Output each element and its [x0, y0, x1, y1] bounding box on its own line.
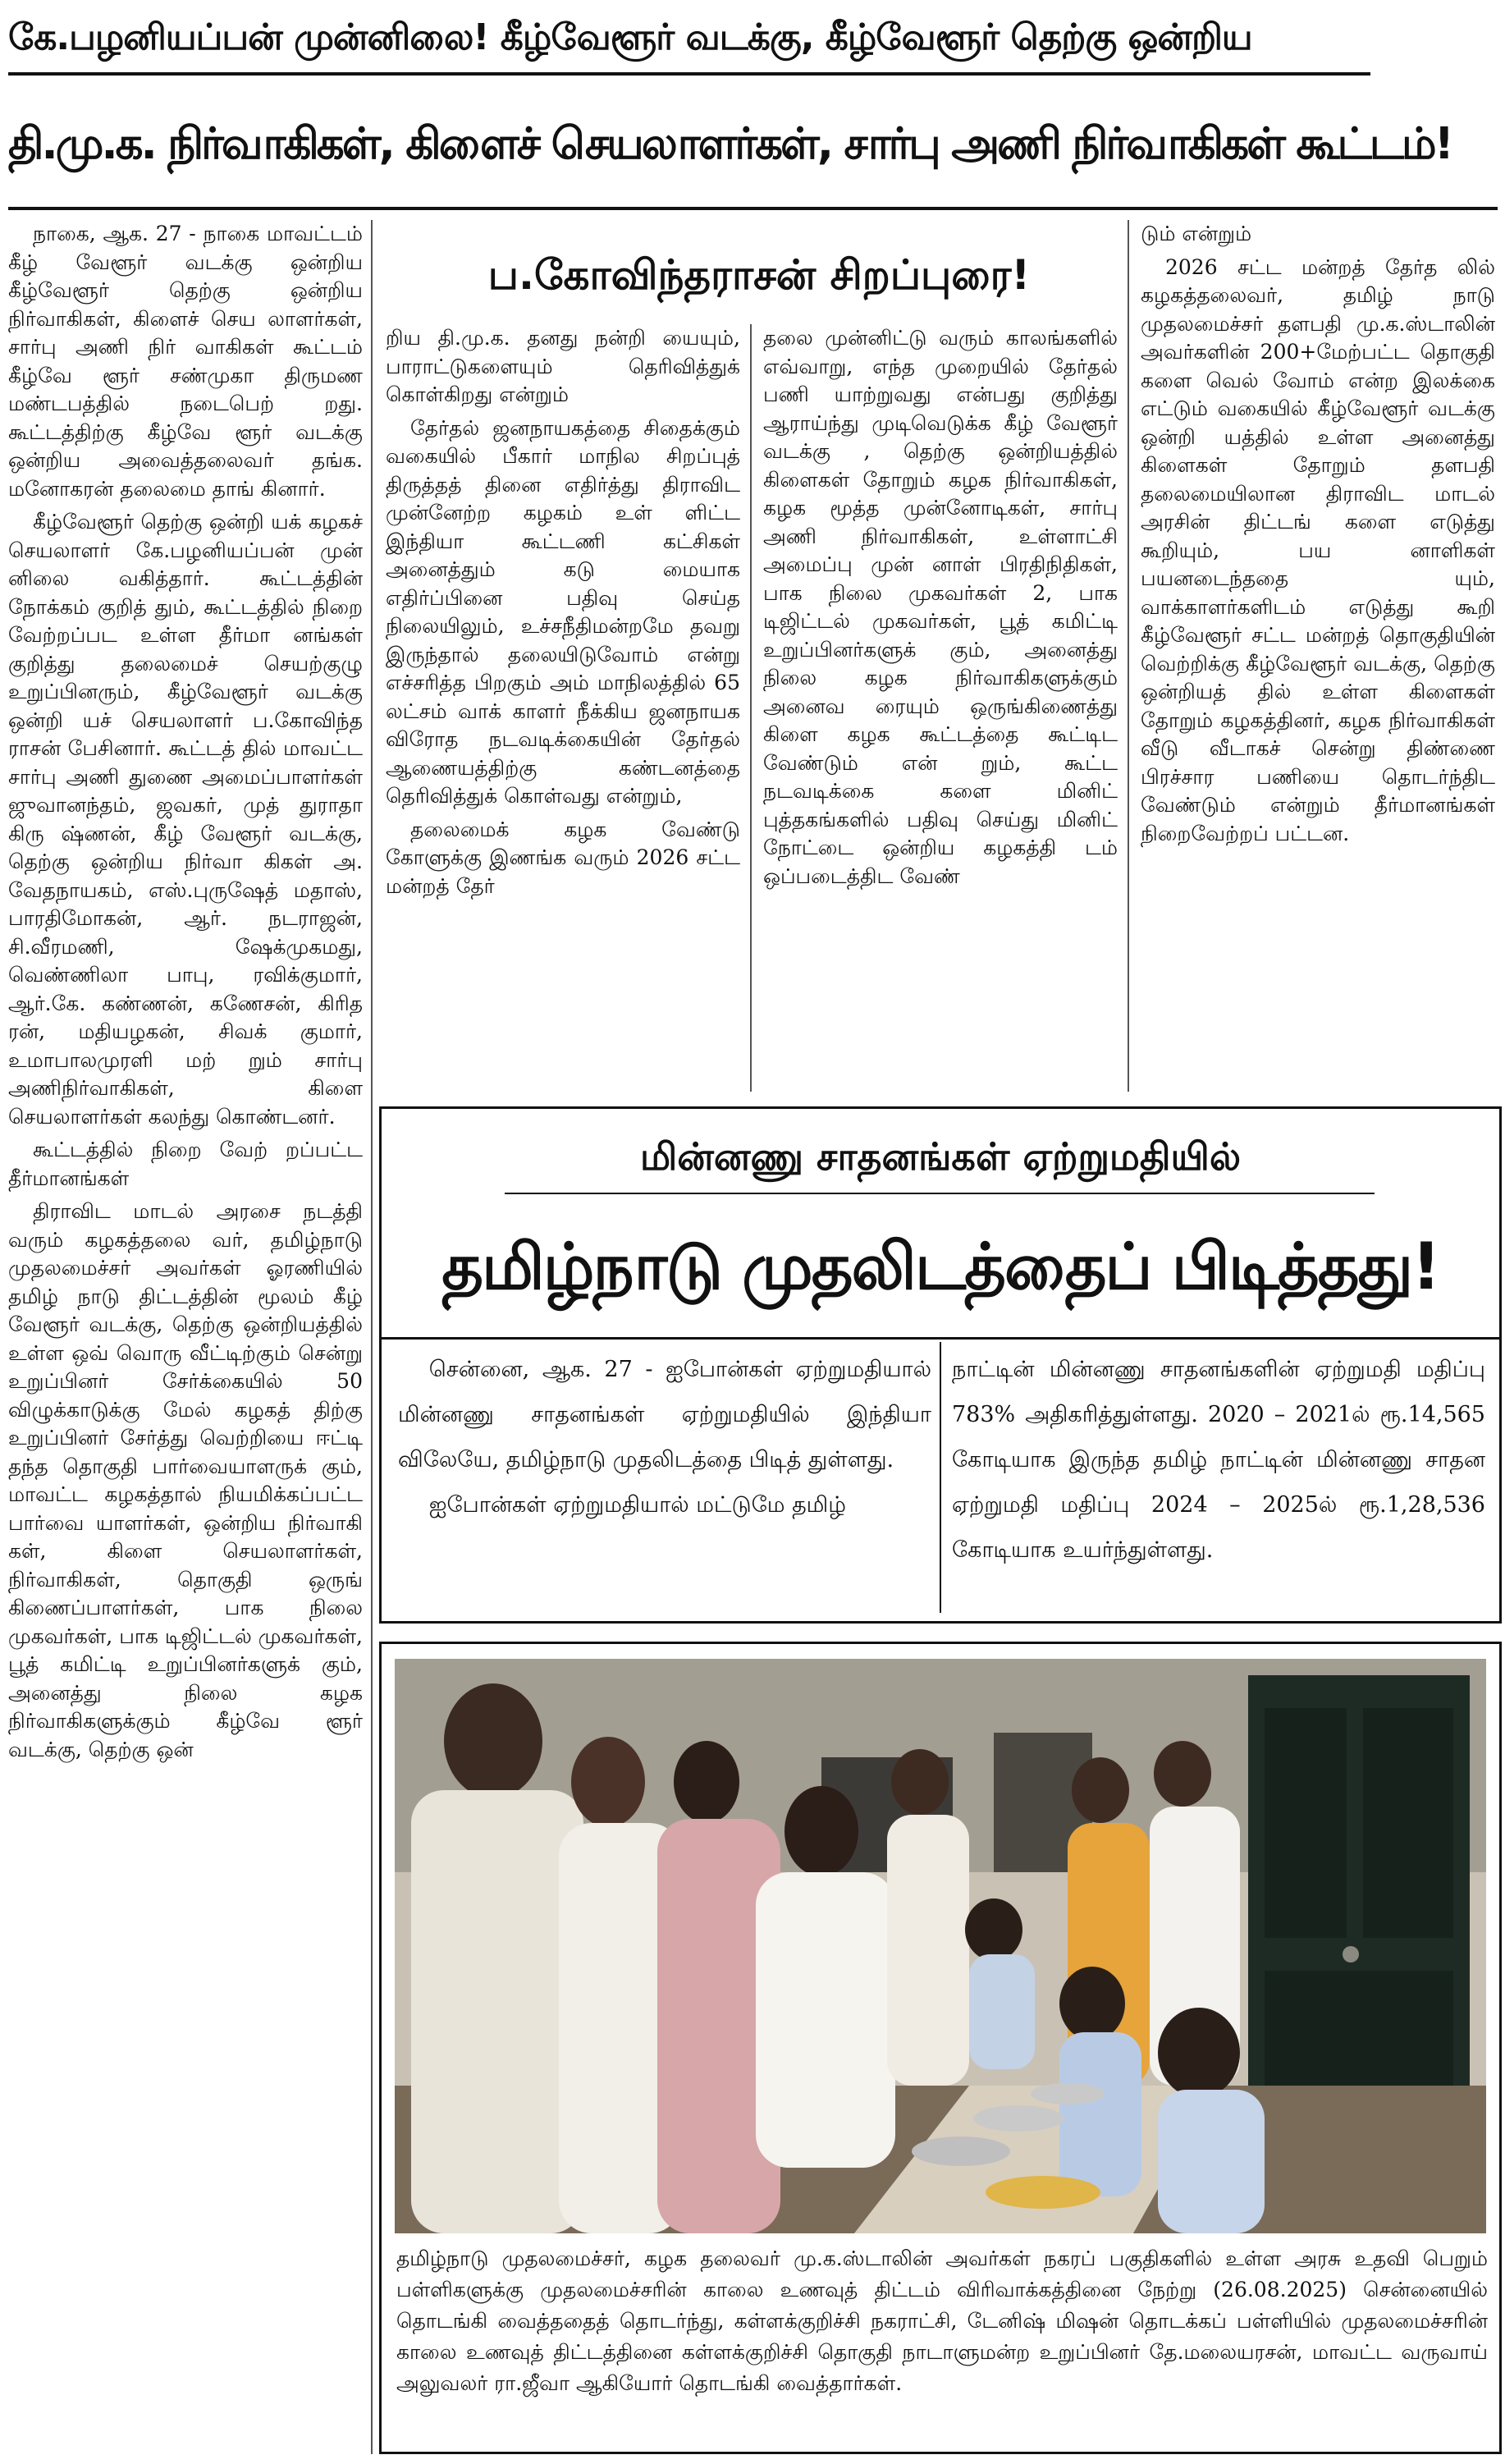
article-column-1: [8, 220, 363, 2453]
col1-paragraph: கீழ்வேளூர் தெற்கு ஒன்றி யக் கழகச் செயலாளர் கே.பழனியப்பன் முன் னிலை வகித்தார். கூட்டத்தின் நோக்கம் குறித் தும், கூட்டத்தில் நிறை வேற்றப்பட உள்ள தீர்மா னங்கள் குறித்து தலைமைச் செயற்குழு உறுப்பினரும், கீழ்வேளூர் வடக்கு ஒன்றி யச் செயலாளர் ப.கோவிந்த ராசன் பேசினார். கூட்டத் தில் மாவட்ட சார்பு அணி துணை அமைப்பாளர்கள் ஜுவானந்தம், ஜவகர், முத் துராதா கிரு ஷ்ணன், கீழ் வேளூர் வடக்கு, தெற்கு ஒன்றிய நிர்வா கிகள் அ. வேதநாயகம், எஸ்.புருஷேத் மதாஸ், பாரதிமோகன், ஆர். நடராஜன், சி.வீரமணி, ஷேக்முகமது, வெண்ணிலா பாபு, ரவிக்குமார், ஆர்.கே. கண்ணன், கணேசன், கிரித ரன், மதியழகன், சிவக் குமார், உமாபாலமுரளி மற் றும் சார்பு அணிநிர்வாகிகள், கிளை செயலாளர்கள் கலந்து கொண்டனர்.: [8, 510, 363, 1129]
article-column-4: [1141, 220, 1495, 1092]
kicker-line: கே.பழனியப்பன் முன்னிலை! கீழ்வேளூர் வடக்கு, கீழ்வேளூர் தெற்கு ஒன்றிய: [8, 16, 1252, 58]
col1-paragraph: திராவிட மாடல் அரசை நடத்தி வரும் கழகத்தலை வர், தமிழ்நாடு முதலமைச்சர் அவர்கள் ஓரணியில் தமிழ் நாடு திட்டத்தின் மூலம் கீழ் வேளூர் வடக்கு, தெற்கு ஒன்றியத்தில் உள்ள ஒவ் வொரு வீட்டிற்கும் சென்று உறுப்பினர் சேர்க்கையில் 50 விழுக்காடுக்கு மேல் கழகத் திற்கு உறுப்பினர் சேர்த்து வெற்றியை ஈட்டி தந்த தொகுதி பார்வையாளருக் கும், மாவட்ட கழகத்தால் நியமிக்கப்பட்ட பார்வை யாளர்கள், ஒன்றிய நிர்வாகி கள், கிளை செயலாளர்கள், நிர்வாகிகள், தொகுதி ஒருங் கிணைப்பாளர்கள், பாக நிலை முகவர்கள், பாக டிஜிட்டல் முகவர்கள், பூத் கமிட்டி உறுப்பினர்களுக் கும், அனைத்து நிலை கழக நிர்வாகிகளுக்கும் கீழ்வே ளூர் வடக்கு, தெற்கு ஒன்: [8, 1199, 363, 1761]
electronics-export-box: [379, 1106, 1502, 1624]
box-right-paragraph: நாட்டின் மின்னணு சாதனங்களின் ஏற்றுமதி மதிப்பு 783% அதிகரித்துள்ளது. 2020 – 2021ல் ரூ.14,565 கோடியாக இருந்த தமிழ் நாட்டின் மின்னணு சாதன ஏற்றுமதி மதிப்பு 2024 – 2025ல் ரூ.1,28,536 கோடியாக உயர்ந்துள்ளது.: [952, 1357, 1485, 1563]
col1-paragraph: கூட்டத்தில் நிறை வேற் றப்பட்ட தீர்மானங்கள்: [8, 1138, 363, 1190]
event-photo: [395, 1659, 1486, 2233]
photo-caption: தமிழ்நாடு முதலமைச்சர், கழக தலைவர் மு.க.ஸ்டாலின் அவர்கள் நகரப் பகுதிகளில் உள்ள அரசு உதவி பெறும் பள்ளிகளுக்கு முதலமைச்சரின் காலை உணவுத் திட்டம் விரிவாக்கத்தினை நேற்று (26.08.2025) சென்னையில் தொடங்கி வைத்ததைத் தொடர்ந்து, கள்ளக்குறிச்சி நகராட்சி, டேனிஷ் மிஷன் தொடக்கப் பள்ளியில் முதலமைச்சரின் காலை உணவுத் திட்டத்தினை கள்ளக்குறிச்சி தொகுதி நாடாளுமன்ற உறுப்பினர் தே.மலையரசன், மாவட்ட வருவாய் அலுவலர் ரா.ஜீவா ஆகியோர் தொடங்கி வைத்தார்கள்.: [396, 2246, 1488, 2395]
col2-paragraph: தலைமைக் கழக வேண்டு கோளுக்கு இணங்க வரும் 2026 சட்ட மன்றத் தேர்: [386, 817, 740, 898]
column-rule: [371, 220, 373, 2454]
photo-story-frame: [379, 1642, 1502, 2454]
sub-headline: ப.கோவிந்தராசன் சிறப்புரை!: [487, 251, 1031, 299]
main-headline: தி.மு.க. நிர்வாகிகள், கிளைச் செயலாளர்கள், சார்பு அணி நிர்வாகிகள் கூட்டம்!: [8, 118, 1452, 169]
box-kicker: மின்னணு சாதனங்கள் ஏற்றுமதியில்: [639, 1134, 1242, 1179]
col3-paragraph: தலை முன்னிட்டு வரும் காலங்களில் எவ்வாறு, எந்த முறையில் தேர்தல் பணி யாற்றுவது என்பது குறித்து ஆராய்ந்து முடிவெடுக்க கீழ் வேளூர் வடக்கு , தெற்கு ஒன்றியத்தில் கிளைகள் தோறும் கழக நிர்வாகிகள், கழக மூத்த முன்னோடிகள், சார்பு அணி நிர்வாகிகள், உள்ளாட்சி அமைப்பு முன் னாள் பிரதிநிதிகள், பாக நிலை முகவர்கள் 2, பாக டிஜிட்டல் முகவர்கள், பூத் கமிட்டி உறுப்பினர்களுக் கும், அனைத்து நிலை கழக நிர்வாகிகளுக்கும் அனைவ ரையும் ஒருங்கிணைத்து கிளை கழக கூட்டத்தை கூட்டிட வேண்டும் என் றும், கூட்ட நடவடிக்கை களை மினிட் புத்தகங்களில் பதிவு செய்து மினிட் நோட்டை ஒன்றிய கழகத்தி டம் ஒப்படைத்திட வேண்: [763, 326, 1118, 888]
col4-paragraph: 2026 சட்ட மன்றத் தேர்த லில் கழகத்தலைவர், தமிழ் நாடு முதலமைச்சர் தளபதி மு.க.ஸ்டாலின் அவர்களின் 200+மேற்பட்ட தொகுதி களை வெல் வோம் என்ற இலக்கை எட்டும் வகையில் கீழ்வேளூர் வடக்கு ஒன்றி யத்தில் உள்ள அனைத்து கிளைகள் தோறும் தளபதி தலைமையிலான திராவிட மாடல் அரசின் திட்டங் களை எடுத்து கூறியும், பய னாளிகள் பயனடைந்ததை யும், வாக்காளர்களிடம் எடுத்து கூறி கீழ்வேளூர் சட்ட மன்றத் தொகுதியின் வெற்றிக்கு கீழ்வேளூர் வடக்கு, தெற்கு ஒன்றியத் தில் உள்ள கிளைகள் தோறும் கழகத்தினர், கழக நிர்வாகிகள் வீடு வீடாகச் சென்று திண்ணை பிரச்சார பணியை தொடர்ந்திட வேண்டும் என்றும் தீர்மானங்கள் நிறைவேற்றப் பட்டன.: [1141, 254, 1495, 845]
box-left-paragraph: ஐபோன்கள் ஏற்றுமதியால் மட்டுமே தமிழ்: [428, 1492, 846, 1518]
box-kicker-rule: [505, 1193, 1375, 1194]
col4-paragraph: டும் என்றும்: [1141, 222, 1252, 245]
box-column-left: [398, 1347, 931, 1610]
kicker-rule: [8, 72, 1370, 76]
headline-rule: [8, 207, 1498, 210]
column-rule: [750, 324, 752, 1092]
col2-paragraph: றிய தி.மு.க. தனது நன்றி யையும், பாராட்டுகளையும் தெரிவித்துக் கொள்கிறது என்றும்: [386, 326, 740, 406]
article-column-3: [763, 324, 1118, 1092]
box-headline: தமிழ்நாடு முதலிடத்தைப் பிடித்தது!: [441, 1230, 1439, 1304]
box-divider: [940, 1342, 941, 1613]
column-rule: [1128, 220, 1129, 1092]
box-left-paragraph: சென்னை, ஆக. 27 - ஐபோன்கள் ஏற்றுமதியால் மின்னணு சாதனங்கள் ஏற்றுமதியில் இந்தியா விலேயே, தமிழ்நாடு முதலிடத்தை பிடித் துள்ளது.: [398, 1357, 931, 1472]
box-rule: [382, 1337, 1499, 1340]
box-column-right: [952, 1347, 1485, 1610]
col1-paragraph: நாகை, ஆக. 27 - நாகை மாவட்டம் கீழ் வேளூர் வடக்கு ஒன்றிய கீழ்வேளூர் தெற்கு ஒன்றிய நிர்வாகிகள், கிளைச் செய லாளர்கள், சார்பு அணி நிர் வாகிகள் கூட்டம் கீழ்வே ளூர் சண்முகா திருமண மண்டபத்தில் நடைபெற் றது. கூட்டத்திற்கு கீழ்வே ளூர் வடக்கு ஒன்றிய அவைத்தலைவர் தங்க. மனோகரன் தலைமை தாங் கினார்.: [8, 222, 363, 501]
col2-paragraph: தேர்தல் ஜனநாயகத்தை சிதைக்கும் வகையில் பீகார் மாநில சிறப்புத் திருத்தத் தினை எதிர்த்து திராவிட முன்னேற்ற கழகம் உள் ளிட்ட இந்தியா கூட்டணி கட்சிகள் அனைத்தும் கடு மையாக எதிர்ப்பினை பதிவு செய்த நிலையிலும், உச்சநீதிமன்றமே தவறு இருந்தால் தலையிடுவோம் என்று எச்சரித்த பிறகும் அம் மாநிலத்தில் 65 லட்சம் வாக் காளர் நீக்கிய ஜனநாயக விரோத நடவடிக்கையின் தேர்தல் ஆணையத்திற்கு கண்டனத்தை தெரிவித்துக் கொள்வது என்றும்,: [386, 415, 740, 808]
article-column-2: [386, 324, 740, 1092]
